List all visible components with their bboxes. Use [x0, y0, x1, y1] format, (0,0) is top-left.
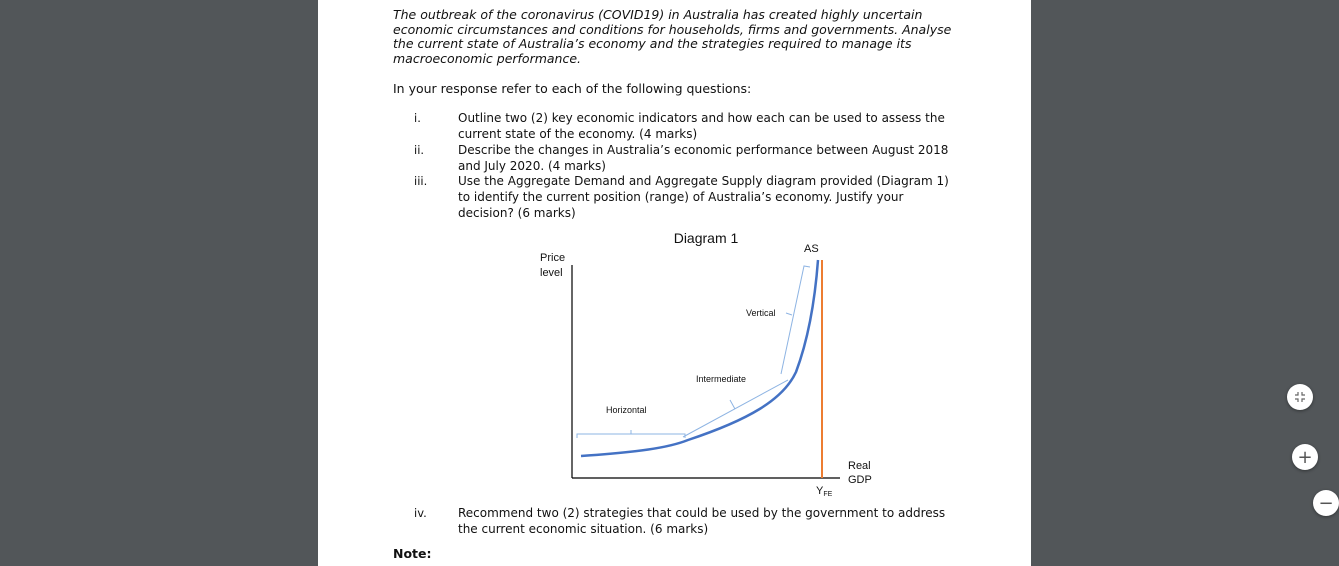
question-number: iv.	[414, 506, 427, 520]
full-employment-label: YFE	[816, 485, 833, 498]
intermediate-range-brace	[683, 380, 788, 437]
diagram-title: Diagram 1	[673, 230, 739, 246]
question-text: Outline two (2) key economic indicators and how each can be used to assess the current state of the economy. (4 marks)	[458, 111, 945, 141]
lead-sentence: In your response refer to each of the following questions:	[393, 81, 752, 96]
zoom-in-button[interactable]: +	[1292, 444, 1318, 470]
question-number: i.	[414, 111, 421, 125]
vertical-range-brace	[781, 266, 810, 374]
y-axis-label: level	[540, 267, 563, 279]
as-curve-label: AS	[804, 243, 819, 255]
x-axis-label: Real	[848, 460, 871, 472]
y-axis-label: Price	[540, 252, 566, 264]
horizontal-range-brace	[577, 430, 685, 438]
document-page	[318, 0, 1031, 566]
intermediate-range-label: Intermediate	[696, 374, 747, 384]
fit-page-button[interactable]	[1287, 384, 1313, 410]
as-curve	[581, 260, 818, 456]
vertical-range-label: Vertical	[746, 308, 776, 318]
question-number: iii.	[414, 174, 428, 188]
zoom-out-button[interactable]: −	[1313, 490, 1339, 516]
x-axis-label: GDP	[848, 474, 872, 486]
fit-page-icon	[1294, 391, 1306, 403]
question-number: ii.	[414, 143, 425, 157]
as-diagram	[318, 0, 1031, 510]
question-text: Describe the changes in Australia’s economic performance between August 2018 and July 2020. (4 marks)	[458, 143, 949, 173]
note-heading: Note:	[393, 546, 432, 561]
horizontal-range-label: Horizontal	[606, 405, 647, 415]
intro-paragraph: The outbreak of the coronavirus (COVID19) in Australia has created highly uncertain economic circumstances and conditions for households, firms and governments. Analyse the current state of Australia’s economy and the strategies required to manage its macroeconomic performance.	[393, 7, 952, 66]
question-text: Use the Aggregate Demand and Aggregate Supply diagram provided (Diagram 1) to identify the current position (range) of Australia’s economy. Justify your decision? (6 marks)	[458, 174, 949, 220]
question-text: Recommend two (2) strategies that could be used by the government to address the current economic situation. (6 marks)	[458, 506, 946, 536]
